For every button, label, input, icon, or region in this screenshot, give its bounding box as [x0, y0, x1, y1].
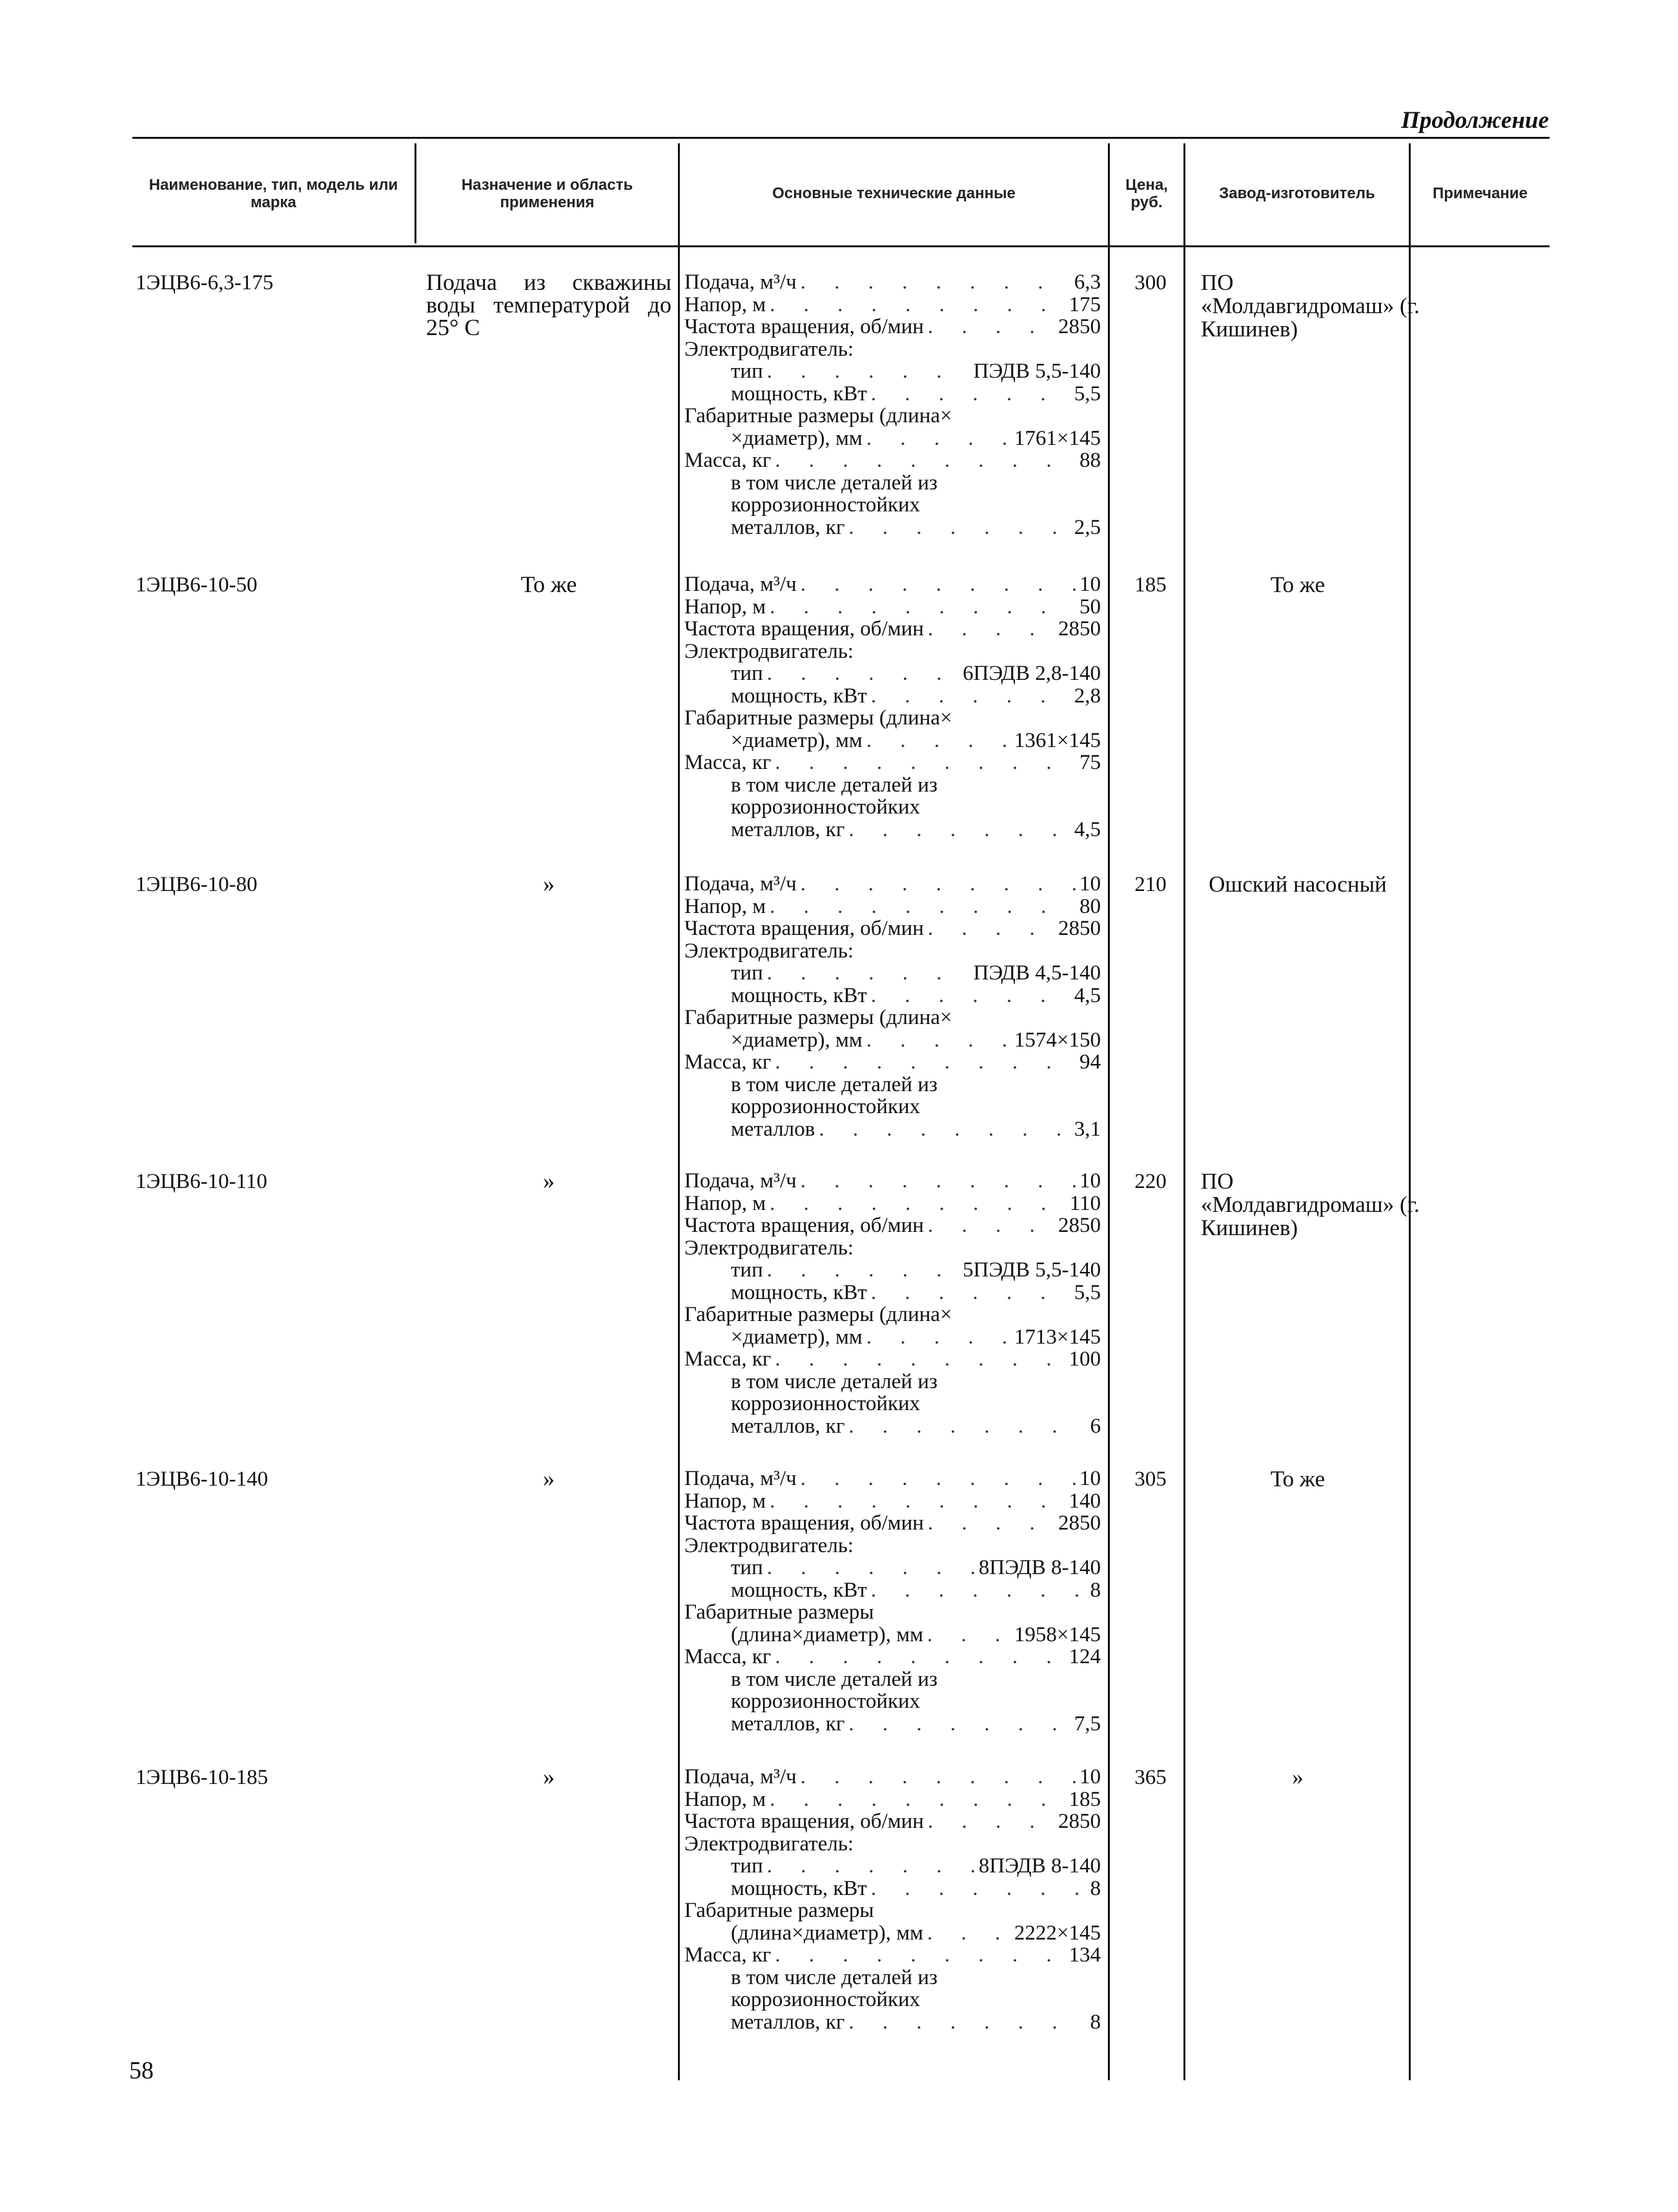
row-tech [684, 1766, 1101, 2033]
tech-line [684, 1713, 1101, 1736]
dot-leader [775, 752, 1076, 774]
tech-label: Частота вращения, об/мин [684, 1511, 924, 1535]
header-note: Примечание [1432, 185, 1528, 202]
tech-value: 140 [1069, 1489, 1101, 1513]
tech-label: в том числе деталей из [731, 1965, 938, 1989]
tech-label: Подача, м³/ч [684, 1467, 797, 1490]
dot-leader [801, 1766, 1076, 1788]
tech-label: коррозионностойких [731, 795, 921, 819]
tech-value: 7,5 [1074, 1712, 1101, 1736]
row-name: 1ЭЦВ6-10-50 [136, 573, 258, 597]
tech-label: Частота вращения, об/мин [684, 1810, 924, 1833]
tech-value: 8 [1090, 1578, 1101, 1602]
tech-line [684, 819, 1101, 841]
dot-leader [871, 383, 1070, 405]
row-tech [684, 573, 1101, 841]
tech-label: в том числе деталей из [731, 1072, 938, 1096]
tech-line [684, 338, 1101, 361]
tech-value: 100 [1069, 1347, 1101, 1371]
row-tech [684, 1468, 1101, 1735]
dot-leader [928, 1214, 1054, 1237]
dot-leader [819, 1118, 1070, 1141]
dot-leader [871, 1282, 1070, 1304]
row-price: 305 [1134, 1468, 1167, 1491]
tech-label: (длина×диаметр), мм [731, 1921, 924, 1945]
tech-line [684, 427, 1101, 450]
tech-label: Напор, м [684, 1787, 766, 1811]
tech-label: (длина×диаметр), мм [731, 1623, 924, 1646]
tech-value: 10 [1079, 1765, 1101, 1788]
tech-line [684, 1490, 1101, 1513]
row-maker: » [1292, 1765, 1304, 1790]
row-name: 1ЭЦВ6-10-80 [136, 873, 258, 896]
tech-line [684, 917, 1101, 940]
tech-value: 10 [1079, 1467, 1101, 1490]
row-tech [684, 271, 1101, 538]
dot-leader [871, 1579, 1087, 1602]
tech-line [684, 573, 1101, 596]
tech-line [684, 774, 1101, 797]
dot-leader [848, 1415, 1086, 1438]
tech-value: 2850 [1058, 1511, 1101, 1535]
tech-line [684, 1468, 1101, 1490]
tech-value: 10 [1079, 573, 1101, 596]
tech-label: Электродвигатель: [684, 639, 854, 663]
tech-value: 2222×145 [1014, 1921, 1101, 1945]
tech-value: 10 [1079, 1169, 1101, 1193]
tech-label: мощность, кВт [731, 1280, 867, 1304]
tech-line [684, 1193, 1101, 1215]
tech-line [684, 360, 1101, 383]
tech-label: металлов, кг [731, 817, 845, 841]
tech-value: 80 [1079, 894, 1101, 918]
tech-line [684, 1967, 1101, 1989]
row-purpose: Подача из скважины воды температурой до 25° С [426, 269, 671, 340]
tech-line [684, 1512, 1101, 1535]
tech-value: 2850 [1058, 1810, 1101, 1833]
tech-line [684, 618, 1101, 640]
tech-value: ПЭДВ 4,5-140 [973, 961, 1101, 985]
tech-line [684, 2011, 1101, 2034]
dot-leader [775, 1646, 1065, 1668]
dot-leader [767, 1557, 975, 1579]
tech-label: в том числе деталей из [731, 471, 938, 495]
tech-value: 2850 [1058, 617, 1101, 640]
dot-leader [928, 917, 1054, 940]
tech-line [684, 1690, 1101, 1713]
tech-line [684, 1766, 1101, 1788]
tech-label: Частота вращения, об/мин [684, 1214, 924, 1237]
tech-line [684, 383, 1101, 405]
tech-label: Напор, м [684, 894, 766, 918]
tech-label: Электродвигатель: [684, 939, 854, 963]
tech-line [684, 1922, 1101, 1945]
tech-line [684, 730, 1101, 752]
tech-line [684, 1944, 1101, 1967]
row-purpose: » [543, 1168, 555, 1194]
tech-value: 1361×145 [1014, 728, 1101, 752]
row-name: 1ЭЦВ6-6,3-175 [136, 271, 274, 294]
tech-label: Масса, кг [684, 1645, 772, 1668]
tech-line [684, 472, 1101, 495]
tech-label: металлов, кг [731, 1414, 845, 1438]
tech-line [684, 1900, 1101, 1922]
tech-label: Напор, м [684, 1489, 766, 1513]
tech-label: ×диаметр), мм [731, 728, 863, 752]
tech-label: коррозионностойких [731, 1392, 921, 1415]
tech-label: тип [731, 360, 763, 383]
dot-leader [866, 1029, 1010, 1052]
tech-label: тип [731, 1258, 763, 1282]
tech-label: в том числе деталей из [731, 773, 938, 797]
row-maker: То же [1270, 1466, 1325, 1491]
tech-line [684, 640, 1101, 663]
continuation-label: Продолжение [1401, 107, 1549, 134]
tech-label: Электродвигатель: [684, 1533, 854, 1557]
tech-label: коррозионностойких [731, 1988, 921, 2011]
tech-label: Габаритные размеры (длина× [684, 404, 952, 427]
row-maker: Ошский насосный [1209, 872, 1387, 897]
dot-leader [928, 1810, 1054, 1833]
tech-label: мощность, кВт [731, 983, 867, 1007]
tech-value: 8 [1090, 2010, 1101, 2034]
row-price: 365 [1134, 1766, 1167, 1789]
row-name: 1ЭЦВ6-10-110 [136, 1170, 267, 1193]
dot-leader [927, 1922, 1010, 1945]
tech-value: 2850 [1058, 917, 1101, 940]
tech-value: 8ПЭДВ 8-140 [978, 1854, 1101, 1878]
row-name: 1ЭЦВ6-10-185 [136, 1766, 269, 1789]
tech-line [684, 752, 1101, 774]
tech-value: 124 [1069, 1645, 1101, 1668]
tech-line [684, 1601, 1101, 1624]
tech-value: 3,1 [1074, 1117, 1101, 1141]
tech-label: тип [731, 1854, 763, 1878]
table-top-rule [132, 137, 1550, 139]
tech-value: 2,8 [1074, 684, 1101, 708]
column-divider-5 [1409, 143, 1411, 2080]
tech-line [684, 962, 1101, 985]
tech-line [684, 449, 1101, 472]
tech-line [684, 1535, 1101, 1557]
tech-label: коррозионностойких [731, 1690, 921, 1713]
dot-leader [801, 271, 1070, 294]
column-divider-3 [1108, 143, 1110, 2080]
dot-leader [801, 1170, 1076, 1193]
tech-label: Частота вращения, об/мин [684, 917, 924, 940]
dot-leader [767, 1855, 975, 1878]
tech-line [684, 1878, 1101, 1900]
header-name: Наименование, тип, модель или марка [148, 176, 398, 211]
tech-value: 2850 [1058, 315, 1101, 338]
row-purpose: » [543, 871, 555, 897]
tech-label: металлов, кг [731, 515, 845, 539]
dot-leader [927, 1624, 1010, 1646]
tech-value: 10 [1079, 872, 1101, 896]
tech-line [684, 596, 1101, 619]
tech-label: металлов, кг [731, 2010, 845, 2034]
tech-value: 1761×145 [1014, 426, 1101, 450]
tech-value: 50 [1079, 595, 1101, 619]
dot-leader [770, 1193, 1066, 1215]
tech-value: 1574×150 [1014, 1028, 1101, 1052]
tech-value: 5ПЭДВ 5,5-140 [963, 1258, 1101, 1282]
tech-line [684, 1393, 1101, 1415]
tech-line [684, 1371, 1101, 1393]
row-maker: То же [1270, 572, 1325, 597]
row-maker: ПО «Молдавгидромаш» (г. Кишинев) [1201, 1169, 1420, 1240]
dot-leader [767, 962, 970, 985]
tech-label: Габаритные размеры (длина× [684, 1006, 952, 1029]
dot-leader [848, 2011, 1086, 2034]
tech-label: ×диаметр), мм [731, 426, 863, 450]
dot-leader [801, 873, 1076, 896]
tech-line [684, 1557, 1101, 1579]
dot-leader [848, 819, 1070, 841]
tech-line [684, 1415, 1101, 1438]
tech-line [684, 1074, 1101, 1096]
row-price: 220 [1134, 1170, 1167, 1193]
dot-leader [866, 730, 1010, 752]
tech-line [684, 1833, 1101, 1856]
tech-line [684, 1237, 1101, 1260]
tech-line [684, 1624, 1101, 1646]
tech-line [684, 1668, 1101, 1691]
column-divider-2 [678, 143, 680, 2080]
tech-value: 185 [1069, 1787, 1101, 1811]
tech-label: в том числе деталей из [731, 1667, 938, 1691]
dot-leader [775, 1051, 1076, 1074]
tech-label: Подача, м³/ч [684, 271, 797, 294]
tech-label: Подача, м³/ч [684, 1169, 797, 1193]
tech-line [684, 662, 1101, 685]
tech-value: 175 [1069, 292, 1101, 316]
row-name: 1ЭЦВ6-10-140 [136, 1468, 269, 1491]
tech-value: 5,5 [1074, 382, 1101, 405]
tech-line [684, 294, 1101, 316]
header-price: Цена, руб. [1125, 176, 1168, 211]
tech-label: тип [731, 662, 763, 685]
tech-line [684, 1326, 1101, 1349]
tech-label: Подача, м³/ч [684, 573, 797, 596]
dot-leader [767, 360, 970, 383]
dot-leader [770, 896, 1076, 918]
tech-line [684, 940, 1101, 963]
tech-label: мощность, кВт [731, 684, 867, 708]
tech-label: Частота вращения, об/мин [684, 617, 924, 640]
tech-label: Масса, кг [684, 449, 772, 472]
row-purpose: » [543, 1764, 555, 1790]
tech-line [684, 1259, 1101, 1282]
tech-label: Габаритные размеры (длина× [684, 1303, 952, 1326]
tech-line [684, 873, 1101, 896]
tech-value: 5,5 [1074, 1280, 1101, 1304]
row-price: 185 [1134, 573, 1167, 597]
tech-line [684, 1579, 1101, 1602]
tech-value: ПЭДВ 5,5-140 [973, 360, 1101, 383]
page-number: 58 [129, 2057, 154, 2084]
tech-value: 134 [1069, 1943, 1101, 1967]
dot-leader [871, 1878, 1087, 1900]
tech-line [684, 1989, 1101, 2011]
tech-line [684, 796, 1101, 819]
tech-value: 2,5 [1074, 515, 1101, 539]
row-price: 210 [1134, 873, 1167, 896]
tech-label: тип [731, 1556, 763, 1579]
column-divider-4 [1183, 143, 1185, 2080]
dot-leader [928, 316, 1054, 338]
tech-label: Электродвигатель: [684, 1236, 854, 1260]
tech-label: Подача, м³/ч [684, 1765, 797, 1788]
tech-value: 94 [1079, 1050, 1101, 1074]
tech-value: 6,3 [1074, 271, 1101, 294]
tech-label: мощность, кВт [731, 1876, 867, 1900]
tech-label: металлов [731, 1117, 815, 1141]
tech-value: 4,5 [1074, 817, 1101, 841]
dot-leader [871, 985, 1070, 1007]
tech-label: Габаритные размеры (длина× [684, 706, 952, 730]
tech-value: 8 [1090, 1876, 1101, 1900]
tech-label: металлов, кг [731, 1712, 845, 1736]
tech-value: 6ПЭДВ 2,8-140 [963, 662, 1101, 685]
tech-label: коррозионностойких [731, 493, 921, 517]
tech-value: 2850 [1058, 1214, 1101, 1237]
tech-value: 4,5 [1074, 983, 1101, 1007]
tech-line [684, 685, 1101, 708]
tech-label: Масса, кг [684, 1347, 772, 1371]
tech-line [684, 517, 1101, 539]
dot-leader [770, 596, 1076, 619]
header-purpose: Назначение и область применения [461, 176, 633, 211]
row-price: 300 [1134, 271, 1167, 294]
dot-leader [928, 618, 1054, 640]
row-purpose: То же [520, 571, 577, 597]
tech-label: в том числе деталей из [731, 1369, 938, 1393]
dot-leader [770, 1490, 1065, 1513]
tech-label: коррозионностойких [731, 1095, 921, 1118]
tech-label: Электродвигатель: [684, 1832, 854, 1856]
header-maker: Завод-изготовитель [1219, 185, 1375, 202]
tech-label: Частота вращения, об/мин [684, 315, 924, 338]
tech-line [684, 316, 1101, 338]
dot-leader [848, 1713, 1070, 1736]
dot-leader [775, 1944, 1065, 1967]
tech-line [684, 1170, 1101, 1193]
tech-label: Габаритные размеры [684, 1601, 874, 1624]
tech-line [684, 1810, 1101, 1833]
tech-line [684, 896, 1101, 918]
tech-value: 88 [1079, 449, 1101, 472]
tech-value: 110 [1069, 1191, 1101, 1215]
tech-value: 1713×145 [1014, 1325, 1101, 1349]
tech-line [684, 1029, 1101, 1052]
tech-label: Габаритные размеры [684, 1899, 874, 1922]
tech-label: Подача, м³/ч [684, 872, 797, 896]
tech-value: 1958×145 [1014, 1623, 1101, 1646]
tech-line [684, 1118, 1101, 1141]
dot-leader [928, 1512, 1054, 1535]
tech-line [684, 271, 1101, 294]
tech-label: тип [731, 961, 763, 985]
dot-leader [770, 294, 1065, 316]
tech-label: Электродвигатель: [684, 337, 854, 361]
row-purpose: » [543, 1466, 555, 1491]
tech-line [684, 707, 1101, 730]
tech-line [684, 1788, 1101, 1811]
tech-label: мощность, кВт [731, 1578, 867, 1602]
tech-value: 6 [1090, 1414, 1101, 1438]
dot-leader [801, 1468, 1076, 1490]
tech-line [684, 405, 1101, 427]
tech-line [684, 1051, 1101, 1074]
row-tech [684, 1170, 1101, 1437]
dot-leader [775, 1348, 1065, 1371]
tech-line [684, 1096, 1101, 1118]
dot-leader [871, 685, 1070, 708]
dot-leader [770, 1788, 1065, 1811]
tech-label: Напор, м [684, 595, 766, 619]
tech-label: ×диаметр), мм [731, 1325, 863, 1349]
dot-leader [848, 517, 1070, 539]
tech-label: Масса, кг [684, 1050, 772, 1074]
dot-leader [775, 449, 1076, 472]
tech-line [684, 1007, 1101, 1029]
header-bottom-rule [132, 245, 1550, 247]
tech-label: Масса, кг [684, 1943, 772, 1967]
dot-leader [866, 427, 1010, 450]
dot-leader [767, 662, 959, 685]
tech-line [684, 985, 1101, 1007]
tech-line [684, 1282, 1101, 1304]
row-tech [684, 873, 1101, 1140]
row-maker: ПО «Молдавгидромаш» (г. Кишинев) [1201, 270, 1420, 342]
tech-line [684, 1855, 1101, 1878]
tech-line [684, 1214, 1101, 1237]
tech-label: Напор, м [684, 1191, 766, 1215]
tech-label: мощность, кВт [731, 382, 867, 405]
tech-label: Напор, м [684, 292, 766, 316]
header-tech: Основные технические данные [772, 185, 1016, 202]
dot-leader [801, 573, 1076, 596]
tech-value: 75 [1079, 751, 1101, 774]
tech-value: 8ПЭДВ 8-140 [978, 1556, 1101, 1579]
dot-leader [767, 1259, 959, 1282]
tech-line [684, 1348, 1101, 1371]
dot-leader [866, 1326, 1010, 1349]
tech-label: Масса, кг [684, 751, 772, 774]
tech-line [684, 494, 1101, 517]
tech-label: ×диаметр), мм [731, 1028, 863, 1052]
tech-line [684, 1646, 1101, 1668]
tech-line [684, 1304, 1101, 1326]
